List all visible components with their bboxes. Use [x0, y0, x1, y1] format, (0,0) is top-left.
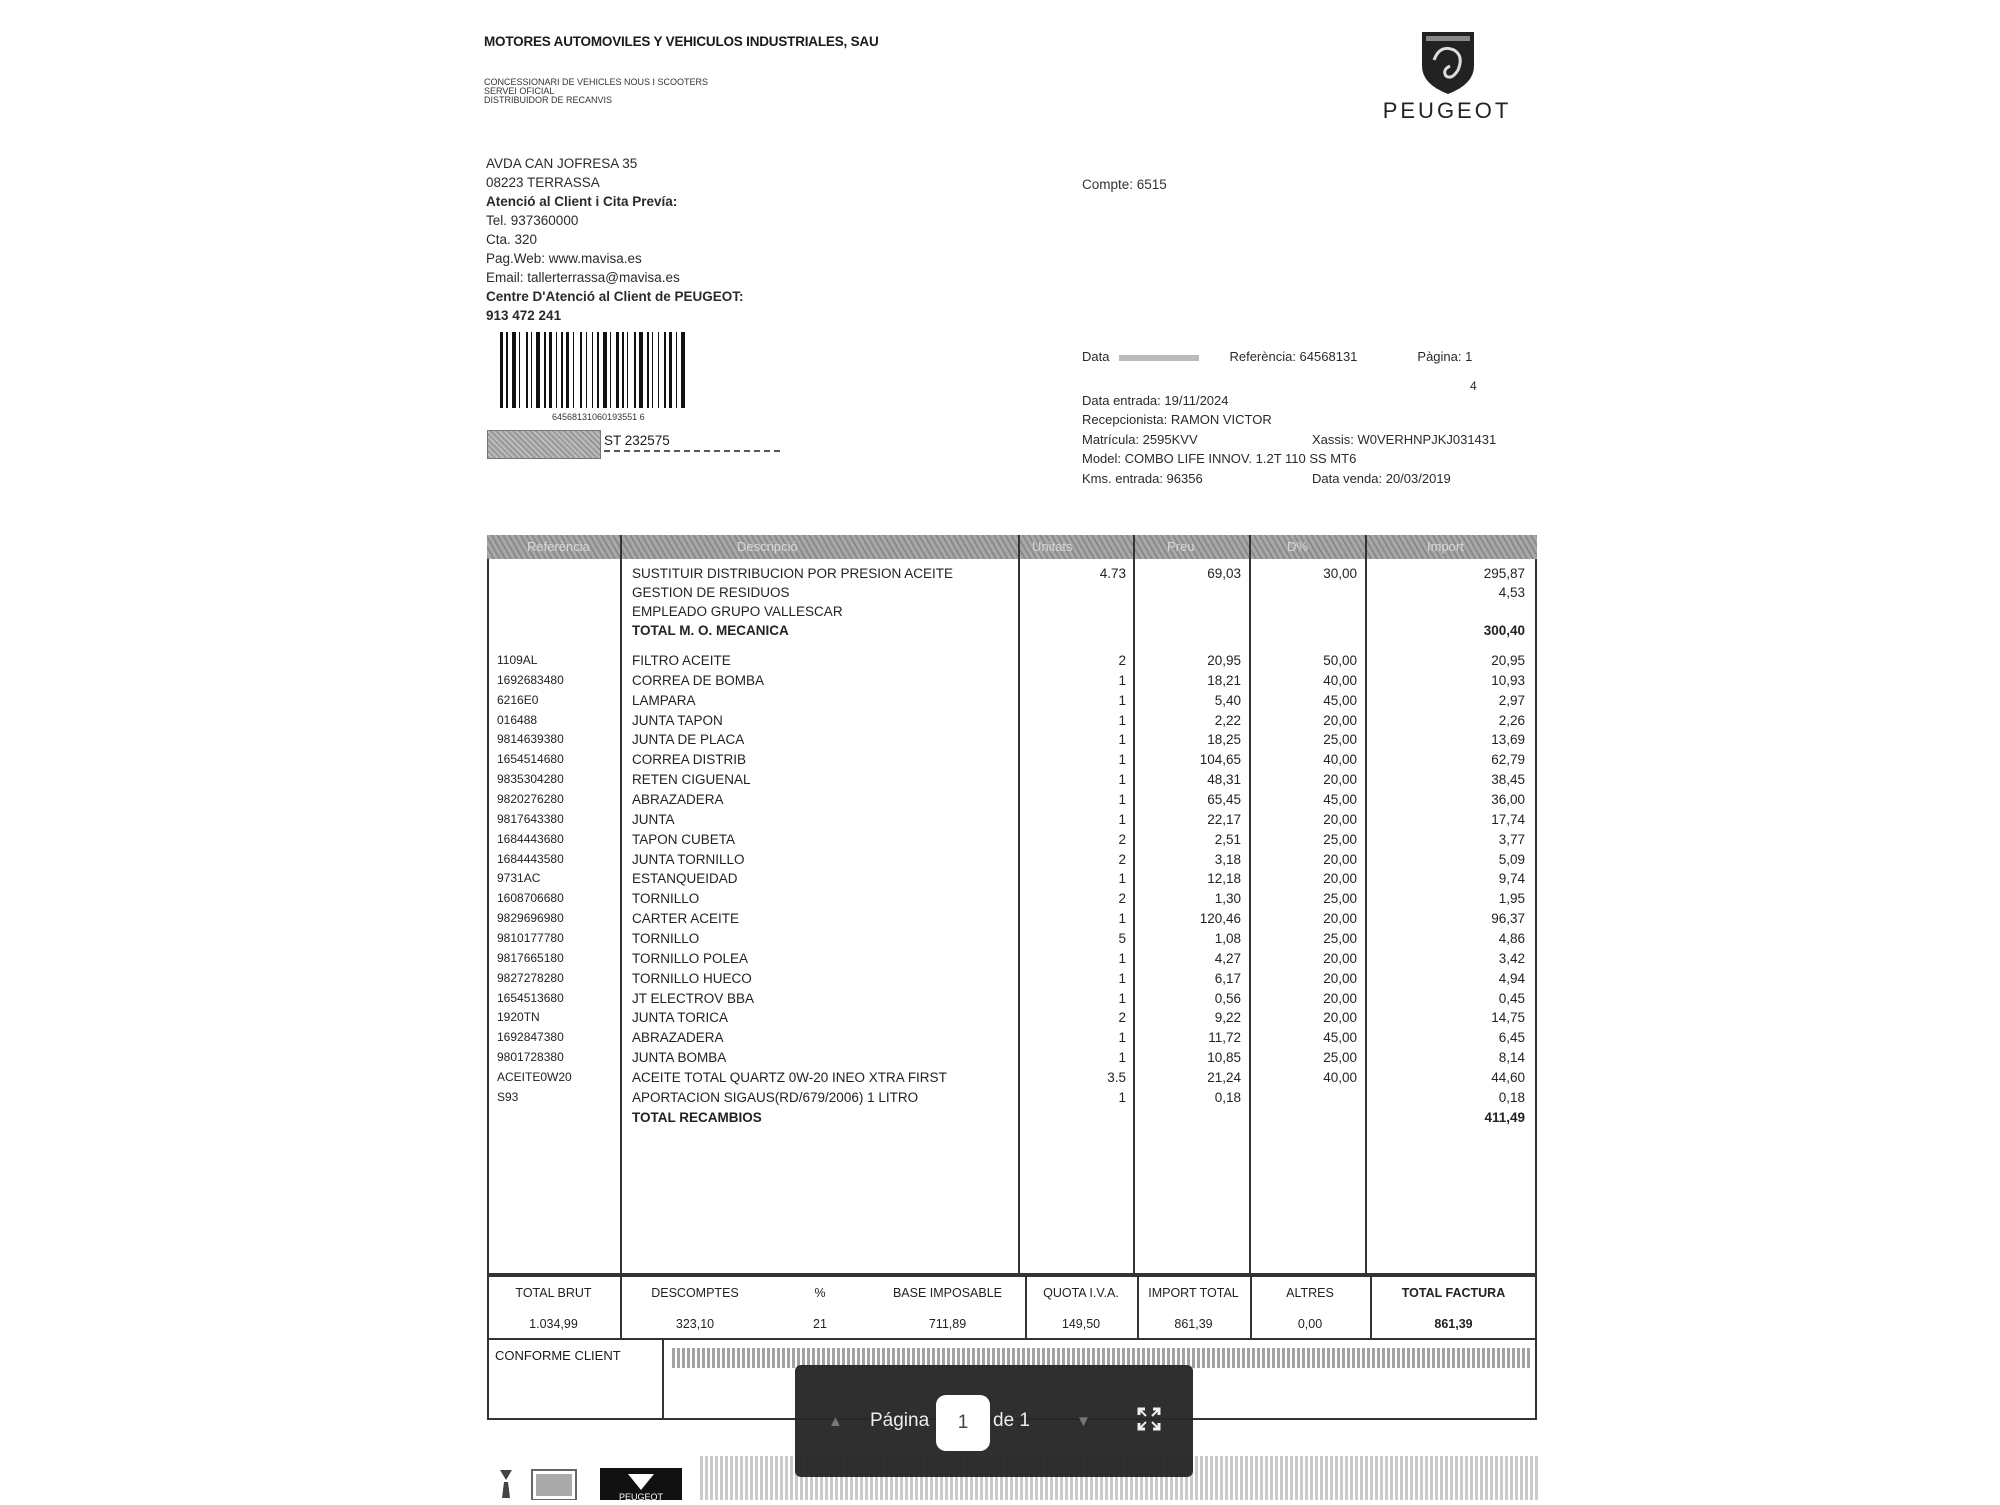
kms-line — [1082, 469, 1496, 489]
cell-qty: 1 — [1118, 871, 1126, 887]
plate-line — [1082, 430, 1496, 450]
cell-desc: JUNTA TAPON — [632, 712, 723, 728]
barcode-bar — [664, 332, 666, 408]
cell-code: 9810177780 — [497, 931, 564, 946]
st-stamp — [487, 430, 601, 459]
plate: Matrícula: 2595KVV — [1082, 431, 1198, 447]
subtitle-line: SERVEI OFICIAL — [484, 86, 555, 96]
cell-code: 9817643380 — [497, 811, 564, 826]
altres-label: ALTRES — [1286, 1286, 1334, 1300]
cell-code: 1920TN — [497, 1010, 540, 1025]
cell-amount: 8,14 — [1498, 1050, 1525, 1066]
cell-desc: CARTER ACEITE — [632, 911, 740, 927]
cell-code: 9829696980 — [497, 911, 564, 926]
cell-qty: 1 — [1118, 1030, 1126, 1046]
cell-dto: 50,00 — [1323, 653, 1357, 668]
descomptes-label: DESCOMPTES — [651, 1286, 739, 1300]
table-header — [487, 535, 1537, 559]
misc-value: 4 — [1470, 378, 1477, 393]
barcode-bar — [622, 332, 624, 408]
cell-price: 18,25 — [1207, 732, 1241, 748]
cell-amount: 14,75 — [1491, 1010, 1525, 1026]
header-discount: D% — [1287, 539, 1308, 554]
barcode-bar — [603, 332, 607, 408]
cell-amount: 3,42 — [1498, 950, 1525, 966]
barcode-bar — [676, 332, 677, 408]
cell-code: S93 — [497, 1089, 519, 1104]
address-line: Tel. 937360000 — [486, 213, 579, 228]
cell-dto: 20,00 — [1323, 911, 1357, 927]
redacted-date — [1119, 355, 1199, 361]
cell-desc: TOTAL RECAMBIOS — [632, 1109, 762, 1125]
cell-dto: 40,00 — [1323, 752, 1357, 768]
cell-price: 104,65 — [1199, 752, 1241, 768]
cell-dto: 25,00 — [1323, 1050, 1357, 1066]
cell-desc: APORTACION SIGAUS(RD/679/2006) 1 LITRO — [632, 1089, 919, 1105]
barcode-bar — [610, 332, 611, 408]
cell-price: 5,40 — [1214, 692, 1241, 708]
header-reference: Referència — [527, 539, 590, 554]
total-factura-value: 861,39 — [1434, 1317, 1473, 1331]
cell-dto: 40,00 — [1323, 1070, 1357, 1086]
cell-amount: 3,77 — [1498, 831, 1525, 847]
cell-qty: 3.5 — [1107, 1070, 1126, 1086]
cell-dto: 40,00 — [1323, 672, 1357, 688]
kms: Kms. entrada: 96356 — [1082, 470, 1203, 486]
cell-desc: RETEN CIGUENAL — [632, 772, 751, 788]
account-number: Compte: 6515 — [1082, 177, 1167, 192]
barcode-bar — [512, 332, 516, 408]
company-name: MOTORES AUTOMOVILES Y VEHICULOS INDUSTRIALES, SAU — [484, 34, 879, 49]
cell-amount: 4,86 — [1498, 931, 1525, 947]
cell-desc: CORREA DISTRIB — [632, 752, 747, 768]
conforme-label: CONFORME CLIENT — [495, 1348, 621, 1363]
cell-code: 9801728380 — [497, 1050, 564, 1065]
cell-qty: 1 — [1118, 970, 1126, 986]
barcode-bar — [627, 332, 628, 408]
cell-desc: GESTION DE RESIDUOS — [632, 585, 790, 600]
cell-qty: 2 — [1118, 1010, 1126, 1026]
cell-desc: JUNTA TORICA — [632, 1010, 729, 1026]
cell-qty: 1 — [1118, 752, 1126, 768]
cell-qty: 4.73 — [1099, 566, 1126, 581]
header-price: Preu — [1167, 539, 1195, 554]
cell-desc: TORNILLO — [632, 891, 700, 907]
cell-amount: 36,00 — [1491, 792, 1525, 808]
cell-dto: 20,00 — [1323, 851, 1357, 867]
cell-amount: 20,95 — [1491, 653, 1525, 668]
address-line: Email: tallerterrassa@mavisa.es — [486, 270, 680, 285]
cell-amount: 0,45 — [1498, 990, 1525, 1006]
previous-page-button[interactable]: ▲ — [828, 1413, 843, 1430]
cell-dto: 20,00 — [1323, 811, 1357, 827]
barcode-bar — [652, 332, 653, 408]
address-block — [486, 154, 744, 325]
cell-price: 0,56 — [1214, 990, 1241, 1006]
cell-qty: 2 — [1118, 891, 1126, 907]
vat-amount-label: QUOTA I.V.A. — [1043, 1286, 1119, 1300]
cell-desc: TAPON CUBETA — [632, 831, 736, 847]
cell-desc: CORREA DE BOMBA — [632, 672, 765, 688]
cell-code: 1608706680 — [497, 891, 564, 906]
barcode-bar — [580, 332, 582, 408]
cell-price: 21,24 — [1207, 1070, 1241, 1086]
cell-code: 6216E0 — [497, 692, 539, 707]
cell-code: 1692847380 — [497, 1030, 564, 1045]
cell-amount: 10,93 — [1491, 672, 1525, 688]
barcode-bar — [658, 332, 659, 408]
cell-amount: 2,26 — [1498, 712, 1525, 728]
st-number: ST 232575 — [604, 433, 670, 448]
cell-amount: 0,18 — [1498, 1089, 1525, 1105]
cell-code: 1684443680 — [497, 831, 564, 846]
model: Model: COMBO LIFE INNOV. 1.2T 110 SS MT6 — [1082, 451, 1357, 466]
page-number-input[interactable] — [936, 1395, 990, 1451]
cell-desc: TOTAL M. O. MECANICA — [632, 623, 789, 638]
address-line: AVDA CAN JOFRESA 35 — [486, 156, 638, 171]
cell-price: 20,95 — [1207, 653, 1241, 668]
cell-desc: ACEITE TOTAL QUARTZ 0W-20 INEO XTRA FIRST — [632, 1070, 947, 1086]
cell-desc: FILTRO ACEITE — [632, 653, 731, 668]
barcode-bar — [561, 332, 563, 408]
subtitle-line: DISTRIBUIDOR DE RECANVIS — [484, 95, 613, 105]
header-amount: Import — [1427, 539, 1464, 554]
cell-amount: 4,94 — [1498, 970, 1525, 986]
header-units: Unitats — [1032, 539, 1073, 554]
subtitle-line: CONCESSIONARI DE VEHICLES NOUS I SCOOTERS — [484, 77, 709, 87]
brand-wordmark: PEUGEOT — [1382, 98, 1512, 121]
invoice-info — [1082, 347, 1496, 488]
barcode-bar — [639, 332, 643, 408]
barcode-bar — [634, 332, 636, 408]
cell-qty: 1 — [1118, 811, 1126, 827]
cell-dto: 30,00 — [1323, 566, 1357, 581]
fullscreen-icon — [1136, 1406, 1162, 1432]
cell-dto: 20,00 — [1323, 772, 1357, 788]
entry-date: Data entrada: 19/11/2024 — [1082, 392, 1229, 408]
next-page-button[interactable]: ▼ — [1076, 1413, 1091, 1430]
reference: Referència: 64568131 — [1229, 349, 1358, 364]
barcode-bar — [526, 332, 528, 408]
cell-code: 9820276280 — [497, 792, 564, 807]
peugeot-logo — [1362, 26, 1532, 121]
cell-price: 1,30 — [1214, 891, 1241, 907]
barcode-bar — [616, 332, 619, 408]
cell-dto: 25,00 — [1323, 891, 1357, 907]
data-label: Data — [1082, 349, 1110, 364]
cell-dto: 25,00 — [1323, 931, 1357, 947]
cell-desc: JUNTA — [632, 811, 675, 827]
footer-logos — [498, 1466, 688, 1505]
cell-desc: TORNILLO POLEA — [632, 950, 749, 966]
cell-dto: 20,00 — [1323, 1010, 1357, 1026]
cell-amount: 300,40 — [1483, 623, 1525, 638]
barcode — [500, 332, 726, 408]
cell-qty: 1 — [1118, 990, 1126, 1006]
cell-amount: 1,95 — [1498, 891, 1525, 907]
cell-price: 120,46 — [1199, 911, 1241, 927]
barcode-bar — [536, 332, 540, 408]
cell-dto: 20,00 — [1323, 990, 1357, 1006]
cell-dto: 25,00 — [1323, 732, 1357, 748]
cell-code: 1654514680 — [497, 752, 564, 767]
address-line: Cta. 320 — [486, 232, 538, 247]
barcode-bar — [544, 332, 546, 408]
barcode-bar — [506, 332, 508, 408]
vat-percent-label: % — [814, 1286, 826, 1300]
cell-amount: 295,87 — [1483, 566, 1525, 581]
cell-price: 2,22 — [1214, 712, 1241, 728]
cell-price: 65,45 — [1207, 792, 1241, 808]
cell-amount: 4,53 — [1498, 585, 1525, 600]
barcode-bar — [531, 332, 532, 408]
cell-dto: 20,00 — [1323, 970, 1357, 986]
lion-shield-icon — [1362, 26, 1532, 121]
cell-amount: 5,09 — [1498, 851, 1525, 867]
cell-qty: 1 — [1118, 672, 1126, 688]
info-line-misc — [1082, 367, 1496, 391]
barcode-bar — [500, 332, 503, 408]
cell-code: 1684443580 — [497, 851, 564, 866]
header-description: Descripció — [737, 539, 798, 554]
sale-date: Data venda: 20/03/2019 — [1312, 470, 1451, 486]
cell-desc: ABRAZADERA — [632, 792, 724, 808]
tax-base-value: 711,89 — [928, 1317, 967, 1331]
cell-desc: TORNILLO — [632, 931, 700, 947]
barcode-bar — [556, 332, 557, 408]
fullscreen-button[interactable] — [1136, 1406, 1162, 1432]
cell-qty: 1 — [1118, 1050, 1126, 1066]
cell-amount: 2,97 — [1498, 692, 1525, 708]
cell-qty: 1 — [1118, 772, 1126, 788]
cell-desc: JUNTA TORNILLO — [632, 851, 745, 867]
cell-amount: 9,74 — [1498, 871, 1525, 887]
cell-dto: 25,00 — [1323, 831, 1357, 847]
import-total-label: IMPORT TOTAL — [1148, 1286, 1239, 1300]
barcode-bar — [669, 332, 672, 408]
cell-dto: 20,00 — [1323, 712, 1357, 728]
cell-qty: 1 — [1118, 911, 1126, 927]
cell-amount: 44,60 — [1491, 1070, 1525, 1086]
descomptes-value: 323,10 — [675, 1317, 715, 1331]
receptionist: Recepcionista: RAMON VICTOR — [1082, 412, 1272, 427]
barcode-bar — [597, 332, 599, 408]
cell-desc: TORNILLO HUECO — [632, 970, 752, 986]
barcode-bar — [647, 332, 649, 408]
cell-code: ACEITE0W20 — [497, 1070, 572, 1085]
cell-amount: 62,79 — [1491, 752, 1525, 768]
cell-code: 1692683480 — [497, 672, 564, 687]
cell-qty: 2 — [1118, 851, 1126, 867]
cell-amount: 38,45 — [1491, 772, 1525, 788]
cell-amount: 17,74 — [1491, 811, 1525, 827]
address-line: 913 472 241 — [486, 308, 562, 323]
address-line: Pag.Web: www.mavisa.es — [486, 251, 642, 266]
cell-price: 2,51 — [1214, 831, 1241, 847]
barcode-bar — [549, 332, 552, 408]
barcode-bar — [573, 332, 574, 408]
cell-desc: JT ELECTROV BBA — [632, 990, 755, 1006]
cell-price: 48,31 — [1207, 772, 1241, 788]
cell-qty: 1 — [1118, 1089, 1126, 1105]
cell-amount: 96,37 — [1491, 911, 1525, 927]
total-brut-value: 1.034,99 — [529, 1317, 578, 1331]
cell-qty: 1 — [1118, 692, 1126, 708]
cell-code: 9835304280 — [497, 772, 564, 787]
import-total-value: 861,39 — [1174, 1317, 1213, 1331]
cell-code: 9814639380 — [497, 732, 564, 747]
company-subtitle — [484, 78, 708, 105]
barcode-number: 64568131060193551 6 — [552, 412, 645, 422]
cell-desc: LAMPARA — [632, 692, 696, 708]
cell-desc: SUSTITUIR DISTRIBUCION POR PRESION ACEITE — [632, 566, 954, 581]
divider — [662, 1340, 664, 1420]
cell-dto: 20,00 — [1323, 871, 1357, 887]
cell-price: 3,18 — [1214, 851, 1241, 867]
cell-amount: 6,45 — [1498, 1030, 1525, 1046]
cell-dto: 45,00 — [1323, 1030, 1357, 1046]
cell-desc: EMPLEADO GRUPO VALLESCAR — [632, 604, 843, 619]
cell-qty: 1 — [1118, 950, 1126, 966]
cell-dto: 20,00 — [1323, 950, 1357, 966]
cell-qty: 2 — [1118, 653, 1126, 668]
address-line: 08223 TERRASSA — [486, 175, 600, 190]
cell-price: 10,85 — [1207, 1050, 1241, 1066]
cell-code: 1654513680 — [497, 990, 564, 1005]
page-label: Página — [870, 1410, 930, 1431]
altres-value: 0,00 — [1297, 1317, 1323, 1331]
cell-code: 9731AC — [497, 871, 541, 886]
tax-base-label: BASE IMPOSABLE — [892, 1286, 1003, 1300]
cell-desc: JUNTA BOMBA — [632, 1050, 727, 1066]
cell-price: 69,03 — [1207, 566, 1241, 581]
page-count: de 1 — [993, 1410, 1030, 1431]
barcode-bar — [566, 332, 569, 408]
cell-dto: 45,00 — [1323, 792, 1357, 808]
cell-qty: 2 — [1118, 831, 1126, 847]
divider — [604, 450, 780, 452]
cell-price: 18,21 — [1207, 672, 1241, 688]
cell-price: 1,08 — [1214, 931, 1241, 947]
total-factura-label: TOTAL FACTURA — [1401, 1286, 1506, 1300]
cell-code: 1109AL — [497, 653, 538, 667]
barcode-bar — [586, 332, 587, 408]
cell-price: 22,17 — [1207, 811, 1241, 827]
footer-badges-icon — [498, 1466, 688, 1500]
column-divider — [620, 535, 622, 1275]
cell-price: 9,22 — [1214, 1010, 1241, 1026]
cell-dto: 45,00 — [1323, 692, 1357, 708]
vat-amount-value: 149,50 — [1061, 1317, 1101, 1331]
cell-qty: 5 — [1118, 931, 1126, 947]
address-line: Atenció al Client i Cita Prevía: — [486, 194, 678, 209]
cell-qty: 1 — [1118, 732, 1126, 748]
cell-price: 6,17 — [1214, 970, 1241, 986]
cell-code: 016488 — [497, 712, 538, 727]
cell-price: 4,27 — [1214, 950, 1241, 966]
page-number: Pàgina: 1 — [1417, 349, 1473, 364]
address-line: Centre D'Atenció al Client de PEUGEOT: — [486, 289, 744, 304]
vat-percent-value: 21 — [813, 1317, 827, 1331]
cell-code: 9827278280 — [497, 970, 564, 985]
chassis: Xassis: W0VERHNPJKJ031431 — [1312, 431, 1497, 447]
cell-amount: 13,69 — [1491, 732, 1525, 748]
total-brut-label: TOTAL BRUT — [515, 1286, 592, 1300]
cell-desc: ABRAZADERA — [632, 1030, 724, 1046]
barcode-bar — [519, 332, 520, 408]
cell-price: 11,72 — [1208, 1030, 1241, 1046]
barcode-bar — [681, 332, 685, 408]
cell-code: 9817665180 — [497, 950, 564, 965]
cell-amount: 411,49 — [1484, 1109, 1525, 1125]
info-line-top — [1082, 347, 1496, 367]
cell-price: 12,18 — [1207, 871, 1241, 887]
barcode-bar — [592, 332, 593, 408]
cell-desc: JUNTA DE PLACA — [632, 732, 745, 748]
cell-qty: 1 — [1118, 792, 1126, 808]
cell-price: 0,18 — [1214, 1089, 1241, 1105]
cell-qty: 1 — [1118, 712, 1126, 728]
footer-brand: PEUGEOT — [618, 1492, 664, 1500]
cell-desc: ESTANQUEIDAD — [632, 871, 738, 887]
